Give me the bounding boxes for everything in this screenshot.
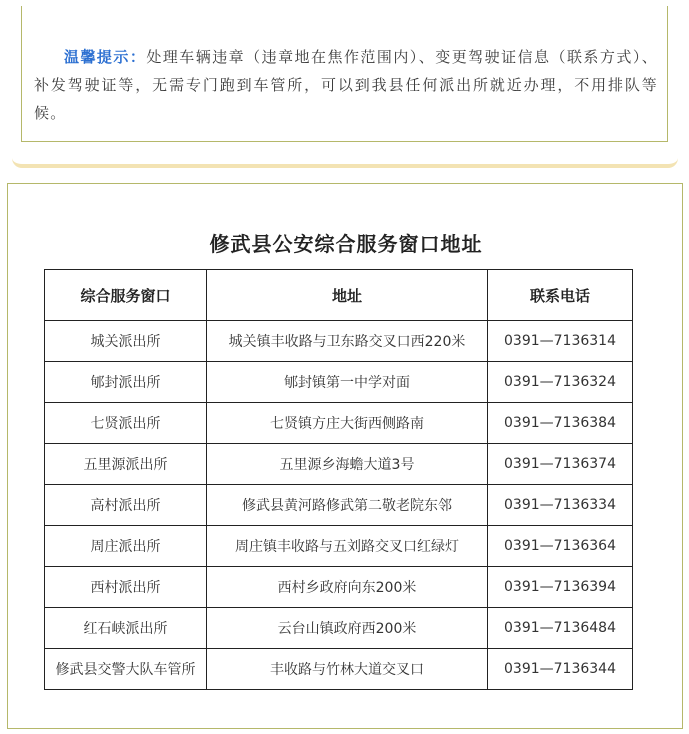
cell-window: 郇封派出所: [45, 362, 207, 403]
table-title: 修武县公安综合服务窗口地址: [209, 232, 483, 256]
cell-window: 修武县交警大队车管所: [45, 649, 207, 690]
column-header-window: 综合服务窗口: [45, 270, 207, 321]
tip-label: 温馨提示：: [64, 48, 147, 66]
cell-phone: 0391—7136484: [488, 608, 633, 649]
tip-box: [21, 6, 668, 142]
cell-address: 周庄镇丰收路与五刘路交叉口红绿灯: [207, 526, 488, 567]
cell-phone: 0391—7136324: [488, 362, 633, 403]
cell-window: 西村派出所: [45, 567, 207, 608]
address-table: [44, 269, 633, 690]
table-row: [45, 567, 633, 608]
cell-address: 修武县黄河路修武第二敬老院东邻: [207, 485, 488, 526]
cell-address: 五里源乡海蟾大道3号: [207, 444, 488, 485]
cell-address: 七贤镇方庄大街西侧路南: [207, 403, 488, 444]
tip-text: 处理车辆违章（违章地在焦作范围内）、变更驾驶证信息（联系方式）、补发驾驶证等，无需专门跑到车管所，可以到我县任何派出所就近办理，不用排队等候。: [34, 48, 658, 122]
table-row: [45, 608, 633, 649]
table-row: [45, 362, 633, 403]
cell-phone: 0391—7136334: [488, 485, 633, 526]
cell-window: 红石峡派出所: [45, 608, 207, 649]
table-row: [45, 485, 633, 526]
cell-window: 城关派出所: [45, 321, 207, 362]
cell-window: 五里源派出所: [45, 444, 207, 485]
cell-window: 七贤派出所: [45, 403, 207, 444]
cell-phone: 0391—7136314: [488, 321, 633, 362]
section-divider: [12, 158, 678, 168]
tip-paragraph: [34, 43, 658, 127]
table-row: [45, 526, 633, 567]
cell-address: 郇封镇第一中学对面: [207, 362, 488, 403]
table-row: [45, 649, 633, 690]
cell-address: 西村乡政府向东200米: [207, 567, 488, 608]
table-row: [45, 444, 633, 485]
column-header-phone: 联系电话: [488, 270, 633, 321]
table-header-row: [45, 270, 633, 321]
cell-address: 城关镇丰收路与卫东路交叉口西220米: [207, 321, 488, 362]
cell-window: 周庄派出所: [45, 526, 207, 567]
cell-address: 丰收路与竹林大道交叉口: [207, 649, 488, 690]
cell-phone: 0391—7136344: [488, 649, 633, 690]
table-row: [45, 321, 633, 362]
cell-address: 云台山镇政府西200米: [207, 608, 488, 649]
cell-phone: 0391—7136384: [488, 403, 633, 444]
cell-phone: 0391—7136374: [488, 444, 633, 485]
cell-phone: 0391—7136364: [488, 526, 633, 567]
column-header-address: 地址: [207, 270, 488, 321]
address-section: [7, 183, 683, 729]
cell-window: 高村派出所: [45, 485, 207, 526]
cell-phone: 0391—7136394: [488, 567, 633, 608]
table-row: [45, 403, 633, 444]
